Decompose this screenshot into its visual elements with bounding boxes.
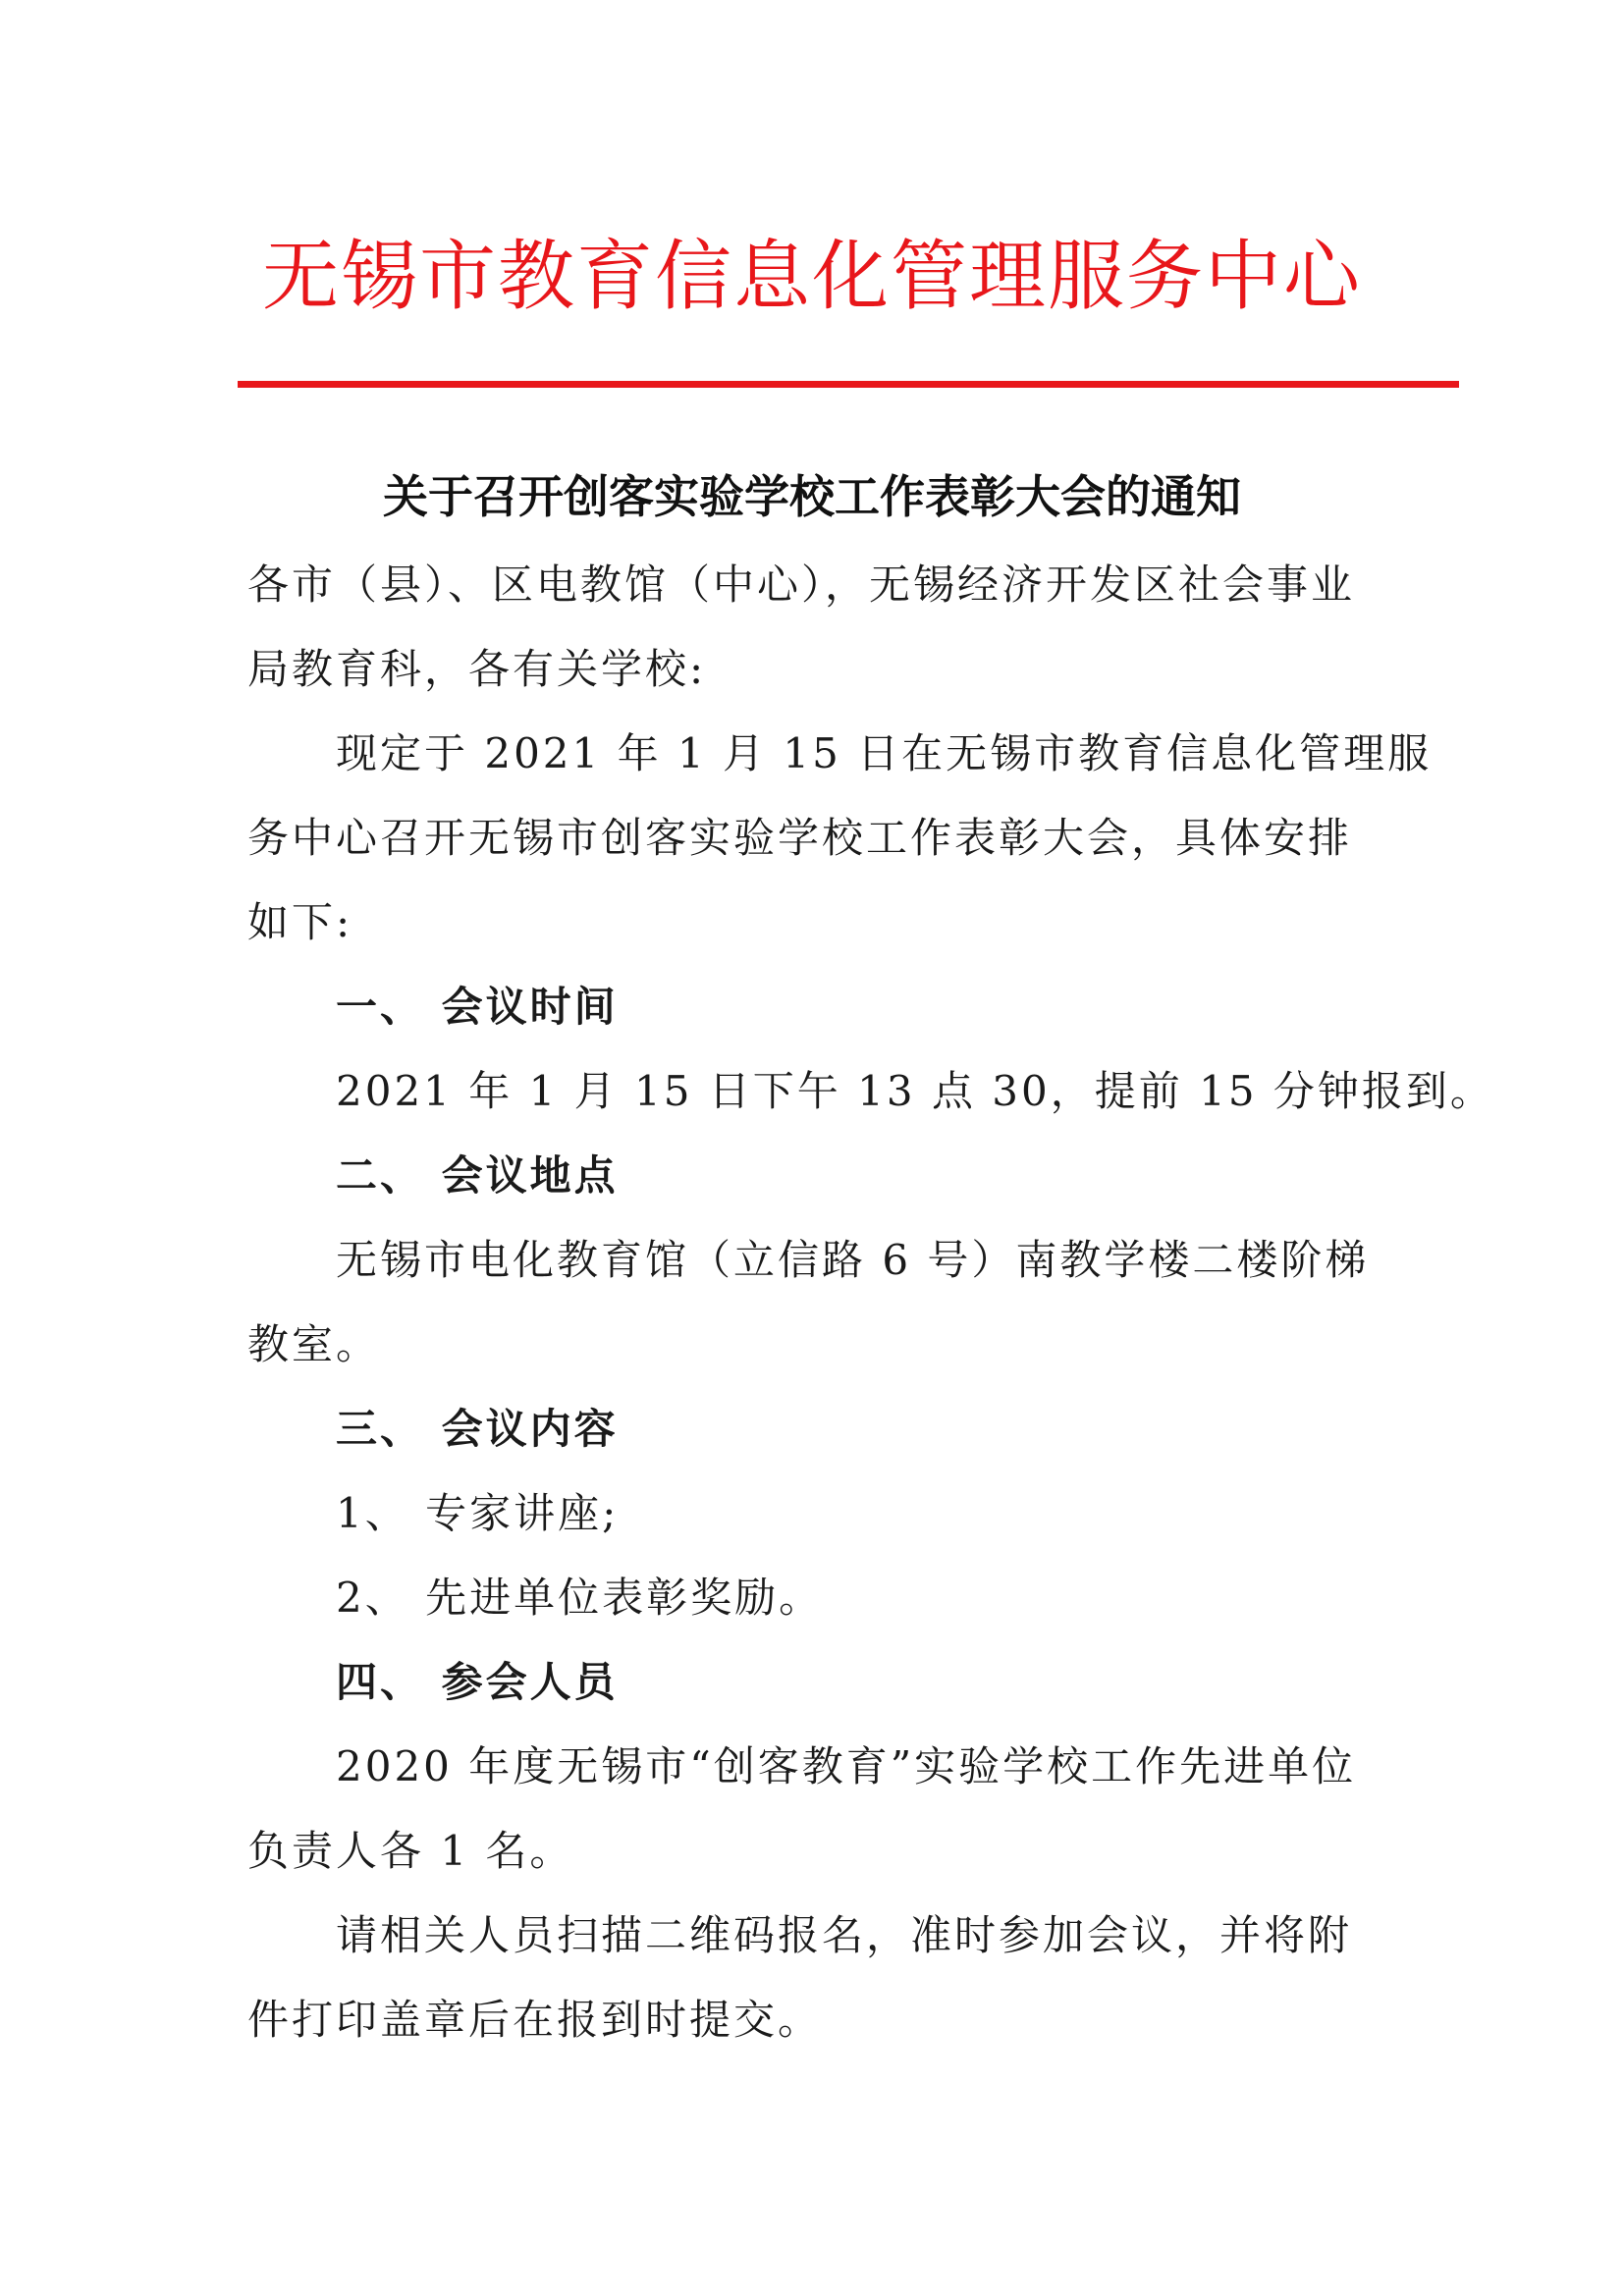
section-heading-time: 一、 会议时间 [336,983,619,1031]
place-line-2: 教室。 [247,1320,381,1368]
header-red-rule [238,381,1459,388]
section-heading-place: 二、 会议地点 [336,1151,619,1200]
content-item-2: 2、 先进单位表彰奖励。 [336,1574,824,1622]
closing-line-1: 请相关人员扫描二维码报名，准时参加会议，并将附 [336,1911,1353,1959]
org-header-title: 无锡市教育信息化管理服务中心 [261,233,1362,321]
intro-line-2: 务中心召开无锡市创客实验学校工作表彰大会，具体安排 [247,814,1353,862]
intro-line-1: 现定于 2021 年 1 月 15 日在无锡市教育信息化管理服 [336,729,1433,777]
attendees-line-2: 负责人各 1 名。 [247,1827,574,1875]
section-heading-attendees: 四、 参会人员 [336,1658,619,1706]
intro-line-3: 如下: [247,898,353,946]
section-heading-content: 三、 会议内容 [336,1405,619,1453]
notice-title: 关于召开创客实验学校工作表彰大会的通知 [383,470,1241,523]
addressee-line-2: 局教育科，各有关学校: [247,645,707,693]
closing-line-2: 件打印盖章后在报到时提交。 [247,1996,823,2044]
time-line-1: 2021 年 1 月 15 日下午 13 点 30，提前 15 分钟报到。 [336,1067,1494,1115]
content-item-1: 1、 专家讲座; [336,1489,620,1537]
addressee-line-1: 各市（县）、区电教馆（中心），无锡经济开发区社会事业 [247,561,1356,609]
place-line-1: 无锡市电化教育馆（立信路 6 号）南教学楼二楼阶梯 [336,1236,1370,1284]
attendees-line-1: 2020 年度无锡市“创客教育”实验学校工作先进单位 [336,1742,1357,1790]
